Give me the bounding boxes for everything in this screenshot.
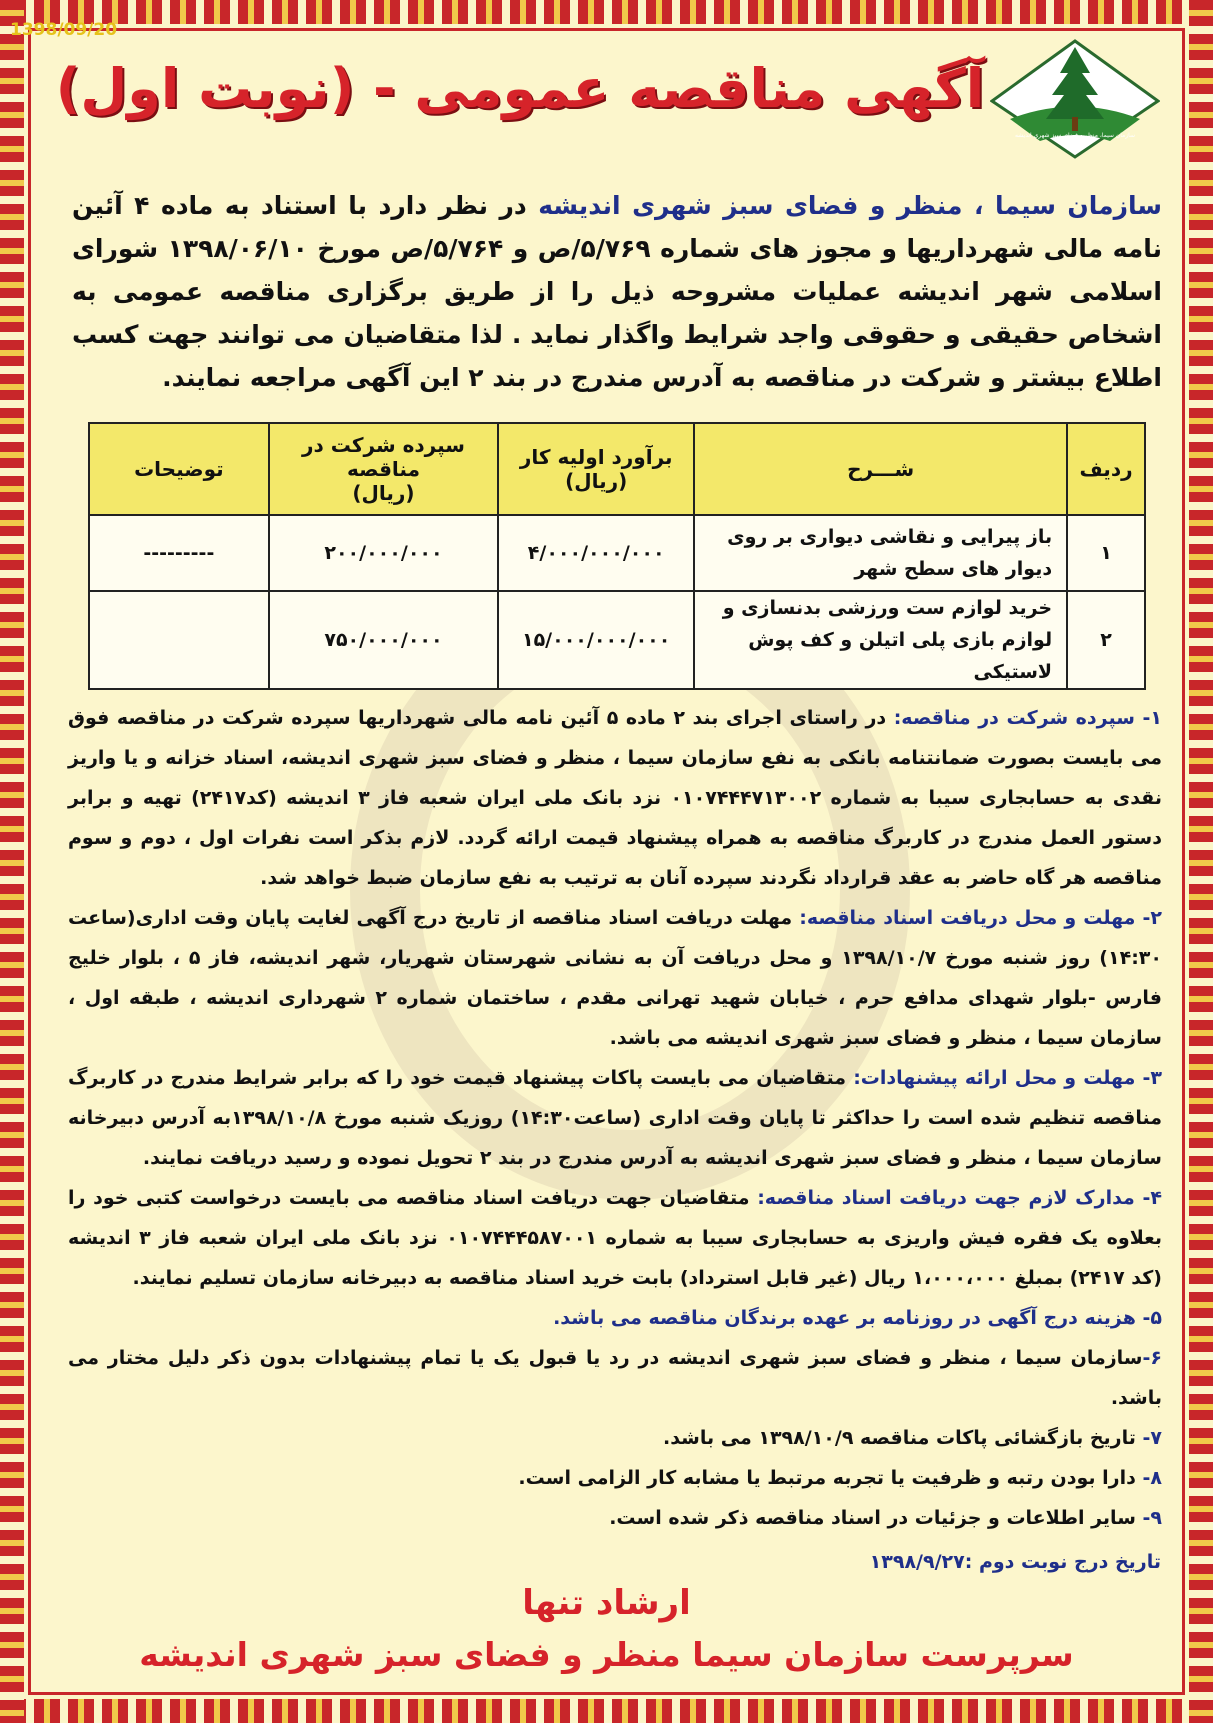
clause-8 bbox=[68, 1458, 1162, 1498]
clause-7 bbox=[68, 1418, 1162, 1458]
clause-4-heading: ۴- مدارک لازم جهت دریافت اسناد مناقصه: bbox=[757, 1187, 1162, 1209]
cell-row-number: ۲ bbox=[1067, 591, 1145, 689]
cell-deposit: ۲۰۰/۰۰۰/۰۰۰ bbox=[269, 515, 499, 591]
clauses bbox=[68, 698, 1162, 1538]
clause-1-body: در راستای اجرای بند ۲ ماده ۵ آئین نامه مالی شهرداریها سپرده شرکت در مناقصه فوق می بایست بصورت ضمانتنامه بانکی به نفع سازمان سیما ، منظر و فضای سبز شهری اندیشه، اسناد خزانه و یا واریز نقدی به حسابجاری سیبا به شماره ۰۱۰۷۴۴۴۷۱۳۰۰۲ نزد بانک ملی ایران شعبه فاز ۳ اندیشه (کد۲۴۱۷) تهیه و برابر دستور العمل مندرج در کاربرگ مناقصه به همراه پیشنهاد قیمت ارائه گردد. لازم بذکر است نفرات اول ، دوم و سوم مناقصه هر گاه حاضر به عقد قرارداد نگردند سپرده آنان به ترتیب به نفع سازمان ضبط خواهد شد. bbox=[68, 707, 1162, 889]
clause-6-number: ۶- bbox=[1142, 1347, 1162, 1369]
clause-2-heading: ۲- مهلت و محل دریافت اسناد مناقصه: bbox=[799, 907, 1162, 929]
header-estimate-unit: (ریال) bbox=[565, 469, 628, 493]
tree-logo-icon bbox=[990, 39, 1160, 159]
clause-5: ۵- هزینه درج آگهی در روزنامه بر عهده برندگان مناقصه می باشد. bbox=[553, 1307, 1162, 1329]
clause-3-heading: ۳- مهلت و محل ارائه پیشنهادات: bbox=[853, 1067, 1162, 1089]
header-deposit-unit: (ریال) bbox=[352, 481, 415, 505]
clause-9-body: سایر اطلاعات و جزئیات در اسناد مناقصه ذکر شده است. bbox=[609, 1507, 1143, 1529]
table-header-row bbox=[89, 423, 1145, 515]
cell-row-number: ۱ bbox=[1067, 515, 1145, 591]
header-deposit bbox=[269, 423, 499, 515]
header-deposit-label: سپرده شرکت در مناقصه bbox=[302, 433, 465, 481]
cell-description: باز پیرایی و نقاشی دیواری بر روی دیوار های سطح شهر bbox=[694, 515, 1067, 591]
clause-8-body: دارا بودن رتبه و ظرفیت یا تجربه مرتبط یا مشابه کار الزامی است. bbox=[518, 1467, 1143, 1489]
cell-description: خرید لوازم ست ورزشی بدنسازی و لوازم بازی پلی اتیلن و کف پوش لاستیکی bbox=[694, 591, 1067, 689]
clause-1-heading: ۱- سپرده شرکت در مناقصه: bbox=[893, 707, 1162, 729]
clause-9-number: ۹- bbox=[1142, 1507, 1162, 1529]
border-right bbox=[1189, 0, 1213, 1723]
signatory-title: سرپرست سازمان سیما منظر و فضای سبز شهری اندیشه bbox=[139, 1635, 1074, 1674]
clause-6 bbox=[68, 1338, 1162, 1418]
header-notes: توضیحات bbox=[89, 423, 269, 515]
clause-8-number: ۸- bbox=[1142, 1467, 1162, 1489]
cell-notes: --------- bbox=[89, 515, 269, 591]
clause-2-body: مهلت دریافت اسناد مناقصه از تاریخ درج آگهی لغایت پایان وقت اداری(ساعت ۱۴:۳۰) روز شنبه مورخ ۱۳۹۸/۱۰/۷ و محل دریافت آن به نشانی شهرستان شهریار، شهر اندیشه، فاز ۵ ، بلوار خلیج فارس -بلوار شهدای مدافع حرم ، خیابان شهید تهرانی مقدم ، ساختمان شماره ۲ شهرداری اندیشه ، طبقه اول ، سازمان سیما ، منظر و فضای سبز شهری اندیشه می باشد. bbox=[68, 907, 1162, 1049]
header-description: شـــرح bbox=[694, 423, 1067, 515]
org-name: سازمان سیما ، منظر و فضای سبز شهری اندیشه bbox=[538, 191, 1162, 220]
border-left bbox=[0, 0, 24, 1723]
border-bottom bbox=[0, 1699, 1213, 1723]
table-row bbox=[89, 515, 1145, 591]
clause-6-body: سازمان سیما ، منظر و فضای سبز شهری اندیشه در رد یا قبول یک یا تمام پیشنهادات بدون ذکر دلیل مختار می باشد. bbox=[68, 1347, 1162, 1409]
cell-estimate: ۱۵/۰۰۰/۰۰۰/۰۰۰ bbox=[498, 591, 694, 689]
table-row bbox=[89, 591, 1145, 689]
second-publish-date: تاریخ درج نوبت دوم :۱۳۹۸/۹/۲۷ bbox=[869, 1551, 1161, 1573]
header-row-number: ردیف bbox=[1067, 423, 1145, 515]
clause-2 bbox=[68, 898, 1162, 1058]
cell-notes bbox=[89, 591, 269, 689]
clause-3-body: متقاضیان می بایست پاکات پیشنهاد قیمت خود را که برابر شرایط مندرج در کاربرگ مناقصه تنظیم شده است را حداکثر تا پایان وقت اداری (ساعت۱۴:۳۰) روزیک شنبه مورخ ۱۳۹۸/۱۰/۸به آدرس دبیرخانه سازمان سیما ، منظر و فضای سبز شهری اندیشه به آدرس مندرج در بند ۲ تحویل نموده و رسید دریافت نمایند. bbox=[68, 1067, 1163, 1169]
cell-deposit: ۷۵۰/۰۰۰/۰۰۰ bbox=[269, 591, 499, 689]
clause-9 bbox=[68, 1498, 1162, 1538]
date-stamp: 1398/09/20 bbox=[10, 20, 118, 40]
signatory-name: ارشاد تنها bbox=[522, 1583, 691, 1623]
border-top bbox=[0, 0, 1213, 24]
clause-1 bbox=[68, 698, 1162, 898]
header bbox=[40, 35, 1170, 165]
clause-3 bbox=[68, 1058, 1162, 1178]
logo-text: سازمان سیما، منظر و فضای سبز شهری اندیشه bbox=[1014, 132, 1136, 139]
header-estimate bbox=[498, 423, 694, 515]
clause-7-body: تاریخ بازگشائی پاکات مناقصه ۱۳۹۸/۱۰/۹ می باشد. bbox=[662, 1427, 1143, 1449]
cell-estimate: ۴/۰۰۰/۰۰۰/۰۰۰ bbox=[498, 515, 694, 591]
intro-paragraph bbox=[72, 184, 1162, 399]
clause-4-body: متقاضیان جهت دریافت اسناد مناقصه می بایست درخواست کتبی خود را بعلاوه یک فقره فیش واریزی به حسابجاری سیبا به شماره ۰۱۰۷۴۴۴۵۸۷۰۰۱ نزد بانک ملی ایران شعبه فاز ۳ اندیشه (کد ۲۴۱۷) بمبلغ ۱،۰۰۰،۰۰۰ ریال (غیر قابل استرداد) بابت خرید اسناد مناقصه به دبیرخانه سازمان تسلیم نمایند. bbox=[68, 1187, 1162, 1289]
header-estimate-label: برآورد اولیه کار bbox=[519, 445, 673, 469]
clause-7-number: ۷- bbox=[1142, 1427, 1162, 1449]
tender-table bbox=[88, 422, 1146, 690]
intro-body: در نظر دارد با استناد به ماده ۴ آئین نامه مالی شهرداریها و مجوز های شماره ۵/۷۶۹/ص و ۵/۷۶۴/ص مورخ ۱۳۹۸/۰۶/۱۰ شورای اسلامی شهر اندیشه عملیات مشروحه ذیل را از طریق برگزاری مناقصه عمومی به اشخاص حقیقی و حقوقی واجد شرایط واگذار نماید . لذا متقاضیان می توانند جهت کسب اطلاع بیشتر و شرکت در مناقصه به آدرس مندرج در بند ۲ این آگهی مراجعه نمایند. bbox=[72, 191, 1163, 392]
clause-4 bbox=[68, 1178, 1162, 1298]
page-title: آگهی مناقصه عمومی - (نوبت اول) bbox=[55, 57, 985, 120]
